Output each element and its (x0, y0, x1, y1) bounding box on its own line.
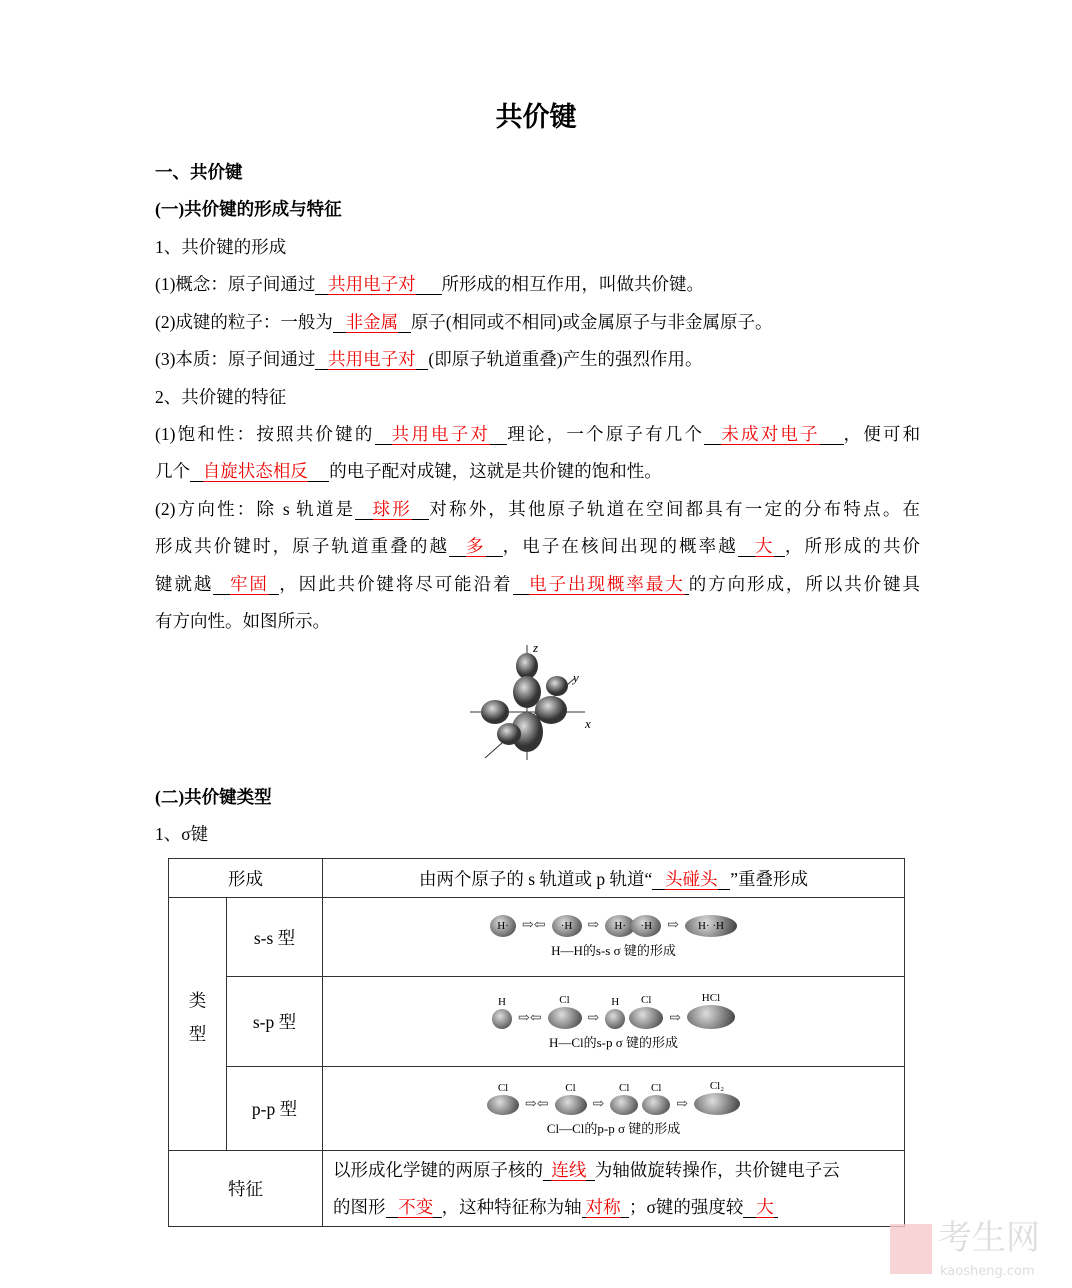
sp-caption: H—Cl的s-p σ 键的形成 (548, 1035, 679, 1050)
atom-label: HCl (701, 992, 721, 1004)
paragraph-direction-2: 形成共价键时，原子轨道重叠的越 多 ，电子在核间出现的概率越 大 ，所形成的共价 (155, 536, 921, 556)
arrow-icon: ⇨ (667, 918, 679, 933)
atom-label: Cl (559, 994, 570, 1006)
answer-blank: 自旋状态相反 (190, 461, 329, 482)
h-atom: H· (490, 915, 516, 937)
ss-diagram (323, 898, 905, 977)
h-atom: ·H (631, 915, 661, 937)
sp-diagram (323, 977, 905, 1067)
answer-blank: 非金属 (333, 312, 411, 333)
arrow-icon: ⇨ (587, 918, 600, 933)
answer-blank: 牢固 (213, 574, 279, 595)
item-heading: 1、σ键 (155, 824, 209, 844)
atom-label: Cl (651, 1082, 662, 1094)
answer-blank: 共用电子对 (315, 349, 428, 370)
answer-blank: 球形 (355, 499, 429, 520)
page-title: 共价键 (495, 102, 577, 132)
h-atom: H· (605, 915, 635, 937)
answer-blank: 未成对电子 (704, 424, 843, 445)
ss-caption: H—H的s-s σ 键的形成 (551, 943, 676, 958)
type-pp-label: p-p 型 (227, 1067, 323, 1151)
paragraph-concept: (1)概念：原子间通过 共用电子对 所形成的相互作用，叫做共价键。 (155, 274, 705, 294)
arrow-icon: ⇨ (587, 1011, 600, 1026)
pp-caption: Cl—Cl的p-p σ 键的形成 (546, 1121, 681, 1136)
arrow-icon: ⇨ (592, 1097, 605, 1112)
paragraph-saturation-cont: 几个 自旋状态相反 的电子配对成键，这就是共价键的饱和性。 (155, 461, 662, 481)
axis-label-x: x (585, 716, 591, 731)
paragraph-saturation: (1)饱和性：按照共价键的 共用电子对 理论，一个原子有几个 未成对电子 ，便可和 (155, 424, 921, 444)
orbital-overlap-figure (465, 640, 600, 768)
watermark-logo: 考生网 kaosheng.com (888, 1220, 1063, 1282)
atom-label: H (611, 996, 620, 1008)
atom-label: Cl (619, 1082, 630, 1094)
formation-label: 形成 (169, 859, 323, 898)
answer-blank: 共用电子对 (315, 274, 441, 295)
subsection-heading: (一)共价键的形成与特征 (155, 199, 342, 219)
paragraph-direction: (2)方向性：除 s 轨道是 球形 对称外，其他原子轨道在空间都具有一定的分布特点。在 (155, 499, 921, 519)
atom-label: Cl₂ (709, 1080, 725, 1092)
answer-blank: 电子出现概率最大 (513, 574, 689, 595)
answer-blank: 共用电子对 (375, 424, 508, 445)
h-atom: ·H (552, 915, 582, 937)
answer-blank: 连线 (543, 1160, 595, 1181)
answer-blank: 对称 (582, 1197, 629, 1218)
arrow-icon: ⇨⇦ (522, 918, 546, 933)
arrow-icon: ⇨⇦ (518, 1011, 542, 1026)
feature-text: 以形成化学键的两原子核的 连线 为轴做旋转操作，共价键电子云 的图形 不变 ，这种特征称为轴 对称 ；σ键的强度较 大 (323, 1151, 905, 1227)
feature-label: 特征 (169, 1151, 323, 1227)
atom-label: Cl (497, 1082, 509, 1094)
item-heading: 1、共价键的形成 (155, 237, 287, 257)
atom-label: Cl (641, 994, 652, 1006)
atom-label: H (498, 996, 506, 1008)
section-heading: 一、共价键 (155, 162, 243, 182)
type-ss-label: s-s 型 (227, 898, 323, 977)
h2-molecule: H· ·H (685, 915, 737, 937)
paragraph-essence: (3)本质：原子间通过 共用电子对 (即原子轨道重叠)产生的强烈作用。 (155, 349, 703, 369)
pp-diagram (323, 1067, 905, 1151)
type-label: 类型 (169, 898, 227, 1151)
paragraph-direction-4: 有方向性。如图所示。 (155, 611, 330, 631)
item-heading: 2、共价键的特征 (155, 387, 287, 407)
subsection-heading: (二)共价键类型 (155, 787, 272, 807)
paragraph-particles: (2)成键的粒子：一般为 非金属 原子(相同或不相同)或金属原子与非金属原子。 (155, 312, 773, 332)
axis-label-y: y (573, 670, 579, 685)
arrow-icon: ⇨ (669, 1011, 681, 1026)
arrow-icon: ⇨⇦ (525, 1097, 549, 1112)
paragraph-direction-3: 键就越 牢固 ，因此共价键将尽可能沿着 电子出现概率最大 的方向形成，所以共价键具 (155, 574, 921, 594)
answer-blank: 多 (449, 536, 503, 557)
atom-label: Cl (565, 1082, 576, 1094)
arrow-icon: ⇨ (676, 1097, 688, 1112)
answer-blank: 不变 (386, 1197, 442, 1218)
formation-text: 由两个原子的 s 轨道或 p 轨道“ 头碰头 ”重叠形成 (323, 859, 905, 898)
axis-label-z: z (533, 640, 539, 655)
answer-blank: 大 (738, 536, 785, 557)
answer-blank: 头碰头 (652, 869, 730, 890)
answer-blank: 大 (743, 1197, 777, 1218)
type-sp-label: s-p 型 (227, 977, 323, 1067)
sigma-bond-table (168, 858, 905, 1227)
